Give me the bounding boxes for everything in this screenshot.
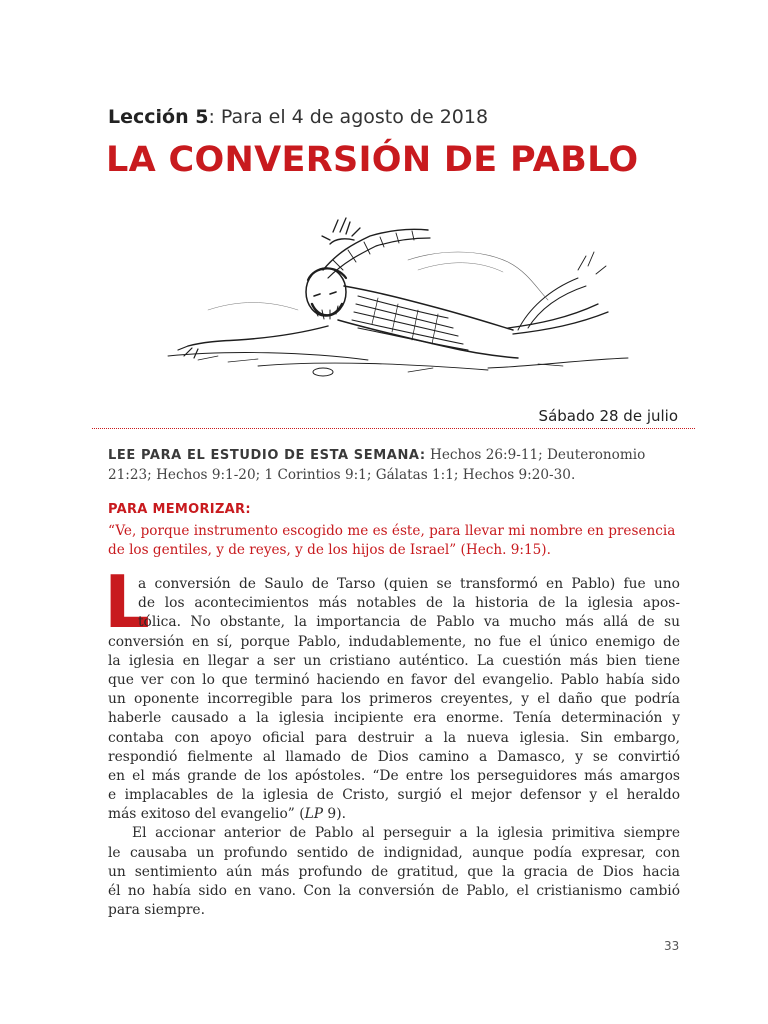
body-line: haberle causado a la iglesia incipiente era enorme. Tenía determinación y (108, 710, 680, 727)
reading-lead: LEE PARA EL ESTUDIO DE ESTA SEMANA: (108, 448, 426, 463)
body-line: un sentimiento aún más profundo de gratitud, que la gracia de Dios hacia (108, 863, 680, 880)
body-line: a conversión de Saulo de Tarso (quien se transformó en Pablo) fue uno (138, 576, 680, 592)
page-title: LA CONVERSIÓN DE PABLO (106, 140, 639, 180)
body-line: más exitoso del evangelio” (LP 9). (108, 806, 346, 823)
body-line: contaba con apoyo oficial para destruir a la nueva iglesia. Sin embargo, (108, 729, 680, 746)
reading-references: Hechos 26:9-11; Deuteronomio 21:23; Hechos 9:1-20; 1 Corintios 9:1; Gálatas 1:1; Hechos 9:20-30. (108, 447, 646, 483)
body-line: que ver con lo que terminó haciendo en favor del evangelio. Pablo había sido (108, 671, 680, 688)
body-line: de los acontecimientos más notables de la historia de la iglesia apos- (138, 595, 680, 612)
memory-verse: “Ve, porque instrumento escogido me es éste, para llevar mi nombre en presencia de los gentiles, y de reyes, y de los hijos de Israel” (Hech. 9:15). (108, 523, 676, 558)
body-line: respondió fielmente al llamado de Dios camino a Damasco, y se convirtió (108, 748, 680, 765)
body-line: El accionar anterior de Pablo al perseguir a la iglesia primitiva siempre (132, 825, 680, 842)
memory-heading: PARA MEMORIZAR: (108, 502, 251, 517)
body-line: él no había sido en vano. Con la conversión de Pablo, el cristianismo cambió (108, 883, 680, 899)
body-line: conversión en sí, porque Pablo, indudablemente, no fue el único enemigo de (108, 633, 680, 650)
lesson-date: : Para el 4 de agosto de 2018 (208, 106, 489, 128)
reading-assignment (108, 446, 680, 484)
body-line: en el más grande de los apóstoles. “De entre los perseguidores más amargos (108, 767, 680, 784)
section-divider (92, 428, 695, 429)
body-line: tólica. No obstante, la importancia de Pablo va mucho más allá de su (138, 614, 680, 631)
body-line: un oponente incorregible para los primeros creyentes, y el daño que podría (108, 691, 680, 708)
body-text (108, 575, 680, 920)
day-label: Sábado 28 de julio (538, 407, 678, 425)
body-line: le causaba un profundo sentido de indignidad, aunque podía expresar, con (108, 844, 680, 861)
fallen-man-sketch-icon (108, 200, 653, 382)
lesson-label: Lección 5 (108, 106, 209, 128)
body-line: para siempre. (108, 902, 205, 919)
body-line: e implacables de la iglesia de Cristo, surgió el mejor defensor y el heraldo (108, 787, 680, 804)
lesson-heading (108, 106, 488, 128)
drop-cap: L (104, 560, 150, 644)
page-number: 33 (664, 939, 680, 953)
body-line: la iglesia en llegar a ser un cristiano auténtico. La cuestión más bien tiene (108, 652, 680, 669)
